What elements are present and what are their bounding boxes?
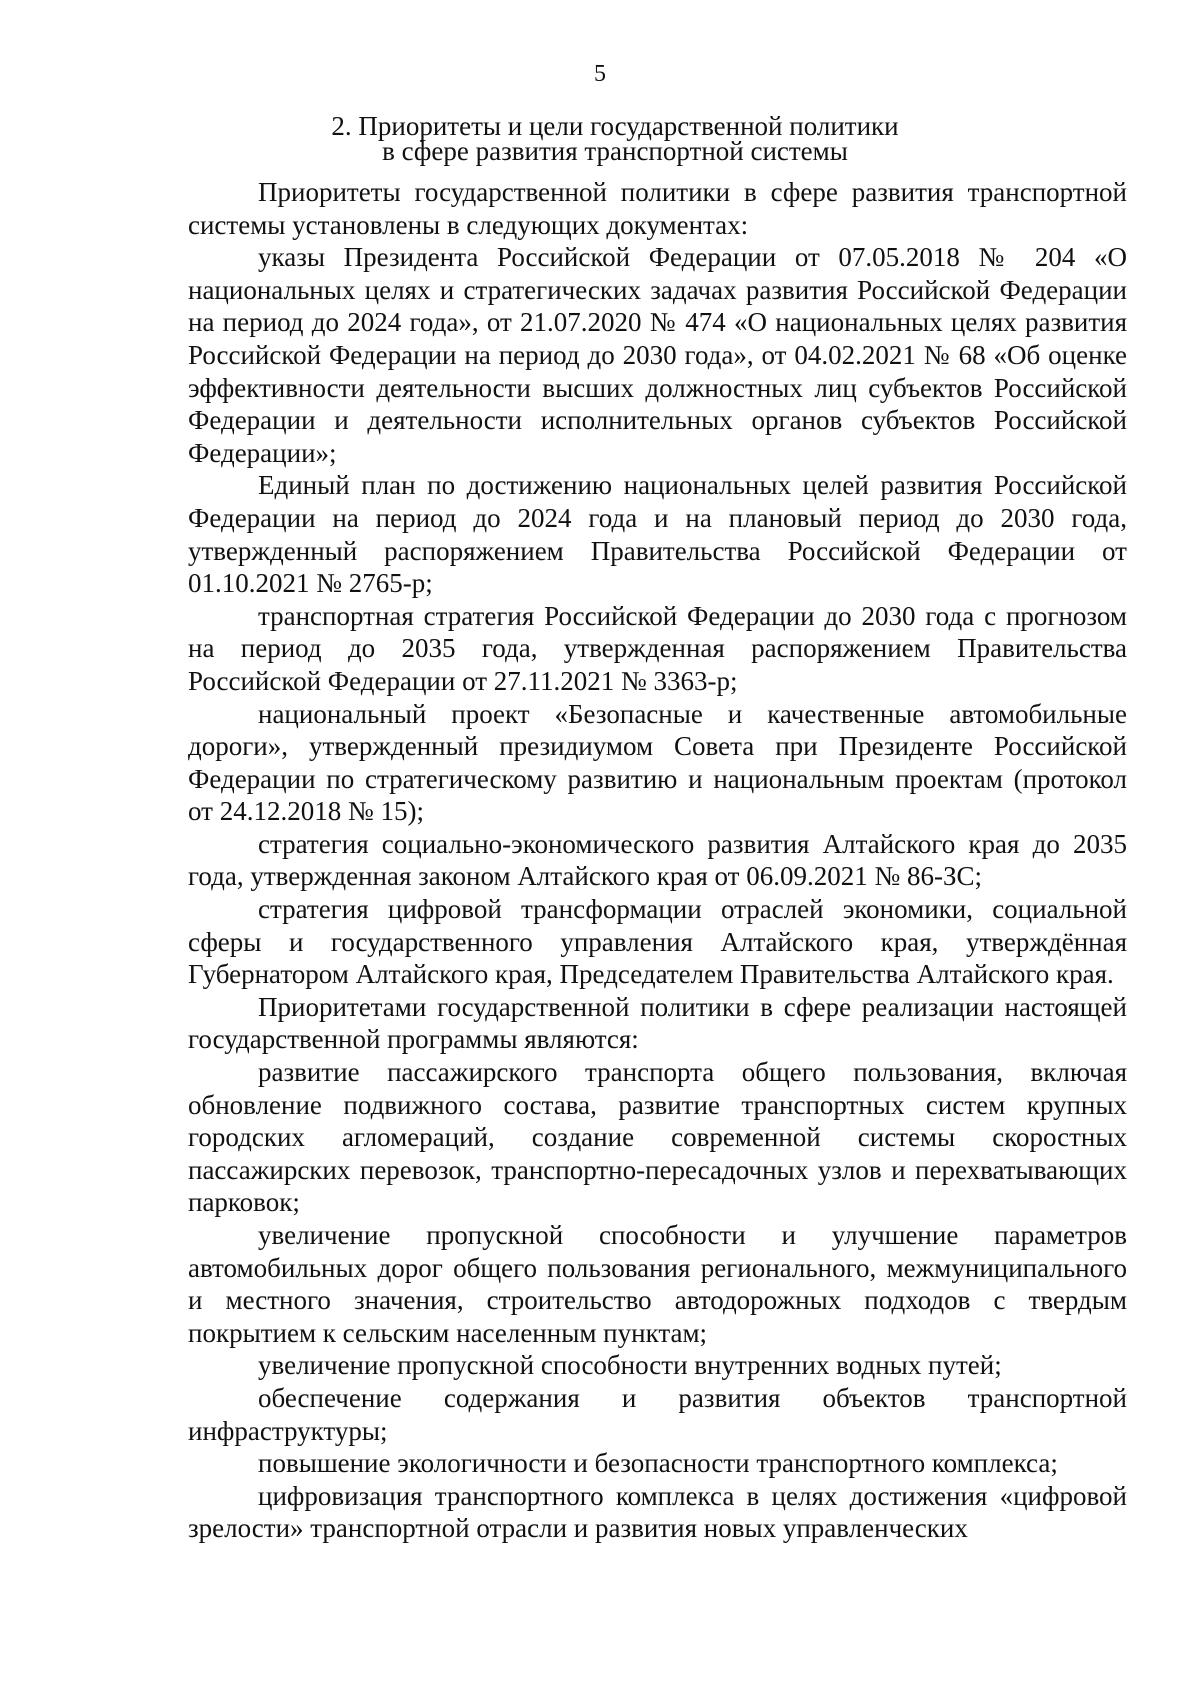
- list-item-ecology-safety: повышение экологичности и безопасности транспортного комплекса;: [258, 1448, 1058, 1479]
- paragraph-socio-economic-strategy: стратегия социально-экономического развития Алтайского края до 2035 года, утвержденная законом Алтайского края от 06.09.2021 № 86-ЗС;: [188, 828, 1127, 892]
- list-item-road-capacity: увеличение пропускной способности и улучшение параметров автомобильных дорог общего пользования регионального, межмуниципального и местного значения, строительство автодорожных подходов с твердым покрытием к сельским населенным пунктам;: [188, 1220, 1127, 1348]
- section-heading-line-1: 2. Приоритеты и цели государственной политики: [331, 111, 899, 141]
- paragraph-unified-plan: Единый план по достижению национальных целей развития Российской Федерации на период до 2024 года и на плановый период до 2030 года, утвержденный распоряжением Правительства Российской Федерации от 01.10.2021 № 2765-р;: [188, 470, 1127, 599]
- section-heading-line-2: в сфере развития транспортной системы: [382, 136, 848, 166]
- paragraph-digital-transformation-strategy: стратегия цифровой трансформации отраслей экономики, социальной сферы и государственного управления Алтайского края, утверждённая Губернатором Алтайского края, Председателем Правительства Алтайского края.: [188, 894, 1127, 990]
- paragraph-priorities-intro: Приоритеты государственной политики в сфере развития транспортной системы установлены в следующих документах:: [188, 177, 1127, 240]
- paragraph-program-priorities-intro: Приоритетами государственной политики в сфере реализации настоящей государственной программы являются:: [188, 991, 1127, 1055]
- list-item-waterways: увеличение пропускной способности внутренних водных путей;: [258, 1350, 1002, 1381]
- paragraph-national-project-roads: национальный проект «Безопасные и качественные автомобильные дороги», утвержденный президиумом Совета при Президенте Российской Федерации по стратегическому развитию и национальным проектам (протокол от 24.12.2018 № 15);: [188, 698, 1127, 827]
- page-number: 5: [594, 61, 606, 87]
- list-item-digitalization: цифровизация транспортного комплекса в целях достижения «цифровой зрелости» транспортной отрасли и развития новых управленческих: [188, 1480, 1127, 1544]
- document-body: [188, 176, 1127, 1545]
- list-item-passenger-transport: развитие пассажирского транспорта общего пользования, включая обновление подвижного состава, развитие транспортных систем крупных городских агломераций, создание современной системы скоростных пассажирских перевозок, транспортно-пересадочных узлов и перехватывающих парковок;: [188, 1057, 1127, 1218]
- paragraph-presidential-decrees: указы Президента Российской Федерации от 07.05.2018 № 204 «О национальных целях и стратегических задачах развития Российской Федерации на период до 2024 года», от 21.07.2020 № 474 «О национальных целях развития Российской Федерации на период до 2030 года», от 04.02.2021 № 68 «Об оценке эффективности деятельности высших должностных лиц субъектов Российской Федерации и деятельности исполнительных органов субъектов Российской Федерации»;: [188, 242, 1127, 468]
- paragraph-transport-strategy: транспортная стратегия Российской Федерации до 2030 года с прогнозом на период до 2035 года, утвержденная распоряжением Правительства Российской Федерации от 27.11.2021 № 3363-р;: [188, 600, 1127, 696]
- section-heading: [170, 111, 1060, 166]
- list-item-infrastructure-maintenance: обеспечение содержания и развития объектов транспортной инфраструктуры;: [188, 1382, 1127, 1446]
